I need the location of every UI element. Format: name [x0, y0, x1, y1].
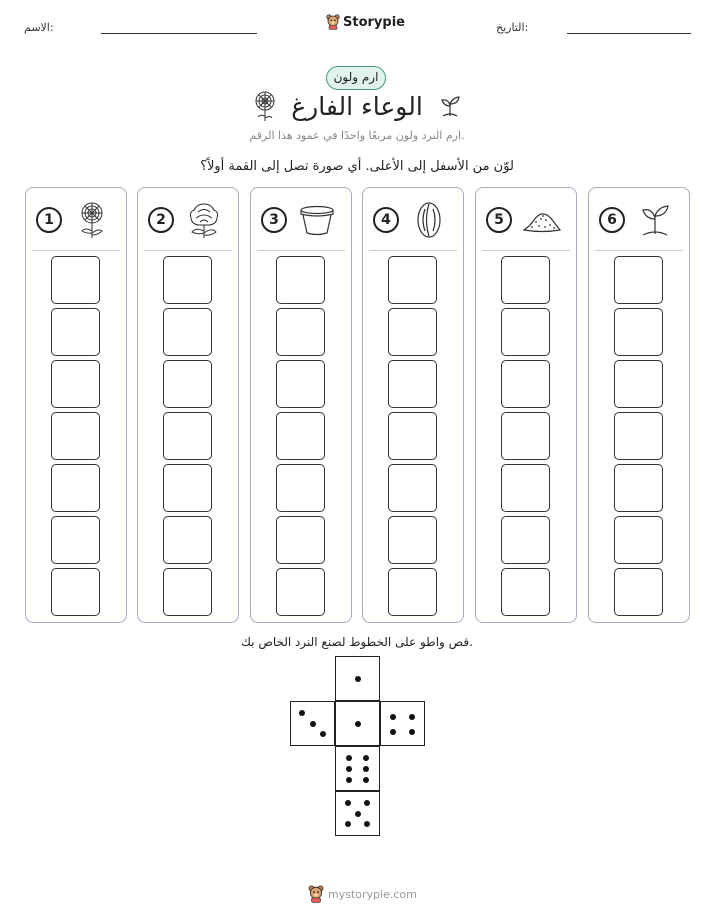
dice-face-6	[335, 746, 380, 791]
column-6	[588, 187, 690, 623]
brand-logo	[326, 14, 405, 30]
dice-pip	[363, 777, 369, 783]
color-box-1[interactable]	[276, 256, 325, 304]
dice-pip	[409, 729, 415, 735]
dice-face-1	[335, 701, 380, 746]
dice-pip	[364, 821, 370, 827]
footer-url[interactable]: mystorypie.com	[328, 887, 417, 901]
color-box-4[interactable]	[276, 412, 325, 460]
color-box-3[interactable]	[614, 360, 663, 408]
dice-pip	[346, 777, 352, 783]
dice-face-4	[380, 701, 425, 746]
color-box-4[interactable]	[501, 412, 550, 460]
roll-and-color-badge: ارم ولون	[326, 66, 386, 90]
dice-pip	[364, 800, 370, 806]
footer	[308, 885, 417, 903]
page-title: الوعاء الفارغ	[291, 92, 423, 121]
cut-fold-instruction: قص واطو على الخطوط لصنع النرد الخاص بك.	[241, 635, 473, 649]
dice-pip	[346, 755, 352, 761]
color-box-4[interactable]	[51, 412, 100, 460]
color-box-7[interactable]	[276, 568, 325, 616]
dice-pip	[355, 811, 361, 817]
dice-pip	[355, 676, 361, 682]
color-box-1[interactable]	[51, 256, 100, 304]
brand-name: Storypie	[343, 14, 405, 30]
color-box-6[interactable]	[163, 516, 212, 564]
column-divider	[369, 250, 457, 251]
sprout-icon	[635, 200, 675, 240]
dice-pip	[345, 821, 351, 827]
dice-pip	[355, 721, 361, 727]
color-box-3[interactable]	[163, 360, 212, 408]
empty-pot-icon	[297, 200, 337, 240]
color-box-6[interactable]	[388, 516, 437, 564]
dice-pip	[345, 800, 351, 806]
color-box-7[interactable]	[51, 568, 100, 616]
column-5	[475, 187, 577, 623]
color-box-4[interactable]	[614, 412, 663, 460]
sprout-icon	[438, 94, 462, 118]
color-box-3[interactable]	[388, 360, 437, 408]
color-box-3[interactable]	[276, 360, 325, 408]
column-3	[250, 187, 352, 623]
dice-pip	[363, 755, 369, 761]
bear-mascot-icon	[326, 14, 340, 30]
dice-pip	[320, 731, 326, 737]
color-box-5[interactable]	[614, 464, 663, 512]
dice-pip	[346, 766, 352, 772]
column-4	[362, 187, 464, 623]
color-box-6[interactable]	[51, 516, 100, 564]
color-box-5[interactable]	[51, 464, 100, 512]
seed-icon	[409, 200, 449, 240]
color-box-1[interactable]	[388, 256, 437, 304]
dice-pip	[390, 714, 396, 720]
color-box-3[interactable]	[501, 360, 550, 408]
dice-pip	[409, 714, 415, 720]
color-box-2[interactable]	[163, 308, 212, 356]
column-divider	[32, 250, 120, 251]
color-box-6[interactable]	[501, 516, 550, 564]
color-box-2[interactable]	[388, 308, 437, 356]
column-divider	[482, 250, 570, 251]
color-box-7[interactable]	[614, 568, 663, 616]
color-box-5[interactable]	[163, 464, 212, 512]
color-box-7[interactable]	[501, 568, 550, 616]
color-box-7[interactable]	[163, 568, 212, 616]
column-divider	[595, 250, 683, 251]
color-box-2[interactable]	[614, 308, 663, 356]
name-label: الاسم:	[24, 21, 54, 34]
color-box-4[interactable]	[163, 412, 212, 460]
color-box-2[interactable]	[276, 308, 325, 356]
dice-pip	[299, 710, 305, 716]
column-2	[137, 187, 239, 623]
color-box-5[interactable]	[276, 464, 325, 512]
column-number: 2	[148, 207, 174, 233]
chrysanthemum-flower-icon	[72, 200, 112, 240]
color-box-6[interactable]	[276, 516, 325, 564]
dice-pip	[310, 721, 316, 727]
column-number: 5	[486, 207, 512, 233]
column-number: 4	[373, 207, 399, 233]
color-box-1[interactable]	[163, 256, 212, 304]
color-box-3[interactable]	[51, 360, 100, 408]
color-box-4[interactable]	[388, 412, 437, 460]
column-divider	[257, 250, 345, 251]
column-number: 1	[36, 207, 62, 233]
column-1	[25, 187, 127, 623]
name-line[interactable]	[101, 33, 257, 34]
dice-pip	[363, 766, 369, 772]
dice-face-5	[335, 791, 380, 836]
color-box-1[interactable]	[501, 256, 550, 304]
bear-mascot-icon	[308, 885, 324, 903]
column-divider	[144, 250, 232, 251]
color-box-1[interactable]	[614, 256, 663, 304]
dice-face-1	[335, 656, 380, 701]
color-box-2[interactable]	[51, 308, 100, 356]
date-label: التاريخ:	[496, 21, 529, 34]
color-box-5[interactable]	[388, 464, 437, 512]
soil-pile-icon	[522, 200, 562, 240]
column-number: 6	[599, 207, 625, 233]
subtitle: ارم النرد ولون مربعًا واحدًا في عمود هذا الرقم.	[249, 129, 465, 142]
color-box-2[interactable]	[501, 308, 550, 356]
peony-flower-icon	[184, 200, 224, 240]
color-box-7[interactable]	[388, 568, 437, 616]
date-line[interactable]	[567, 33, 691, 34]
color-box-5[interactable]	[501, 464, 550, 512]
color-box-6[interactable]	[614, 516, 663, 564]
column-number: 3	[261, 207, 287, 233]
dice-face-3	[290, 701, 335, 746]
dice-pip	[390, 729, 396, 735]
instruction-text: لوّن من الأسفل إلى الأعلى. أي صورة تصل إلى القمة أولاً؟	[200, 159, 514, 174]
